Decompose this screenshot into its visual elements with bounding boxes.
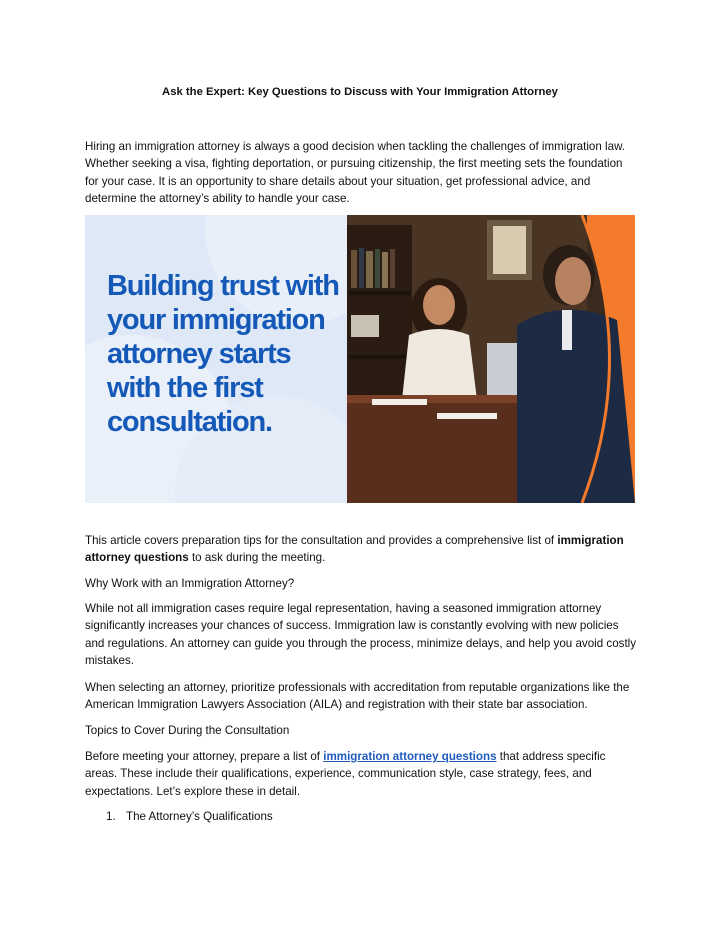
heading-why: Why Work with an Immigration Attorney? <box>85 577 295 590</box>
heading-topics: Topics to Cover During the Consultation <box>85 724 290 737</box>
consultation-photo <box>347 215 635 503</box>
immigration-attorney-questions-link[interactable]: immigration attorney questions <box>323 750 497 763</box>
hero-text-panel <box>85 215 347 503</box>
covers-paragraph <box>85 532 637 567</box>
covers-text-end: to ask during the meeting. <box>188 551 326 565</box>
before-meeting-text: Before meeting your attorney, prepare a list of <box>85 750 324 763</box>
document-title: Ask the Expert: Key Questions to Discuss with Your Immigration Attorney <box>162 86 558 98</box>
list-item-label: The Attorney’s Qualifications <box>126 810 273 823</box>
select-paragraph: When selecting an attorney, prioritize professionals with accreditation from reputable organizations like the American Immigration Lawyers Association (AILA) and registration with their state bar association. <box>85 681 630 712</box>
covers-bold-phrase: immigration attorney questions <box>85 534 624 565</box>
hero-headline: Building trust with your immigration attorney starts with the first consultation. <box>107 270 339 438</box>
covers-text: This article covers preparation tips for the consultation and provides a comprehensive list of <box>85 534 558 547</box>
intro-paragraph: Hiring an immigration attorney is always a good decision when tackling the challenges of immigration law. Whether seeking a visa, fighting deportation, or pursuing citizenship, the first meeting sets the foundation for your case. It is an opportunity to share details about your situation, get professional advice, and determine the attorney’s ability to handle your case. <box>85 140 626 205</box>
hero-banner <box>85 215 635 503</box>
before-meeting-text-end: that address specific areas. These include their qualifications, experience, communication style, case strategy, fees, and expectations. Let’s explore these in detail. <box>85 750 606 798</box>
before-meeting-paragraph <box>85 748 637 800</box>
list-item <box>106 810 273 823</box>
list-item-number: 1. <box>106 810 116 823</box>
why-paragraph: While not all immigration cases require legal representation, having a seasoned immigration attorney significantly increases your chances of success. Immigration law is constantly evolving with new policies and regulations. An attorney can guide you through the process, minimize delays, and help you avoid costly mistakes. <box>85 602 637 667</box>
